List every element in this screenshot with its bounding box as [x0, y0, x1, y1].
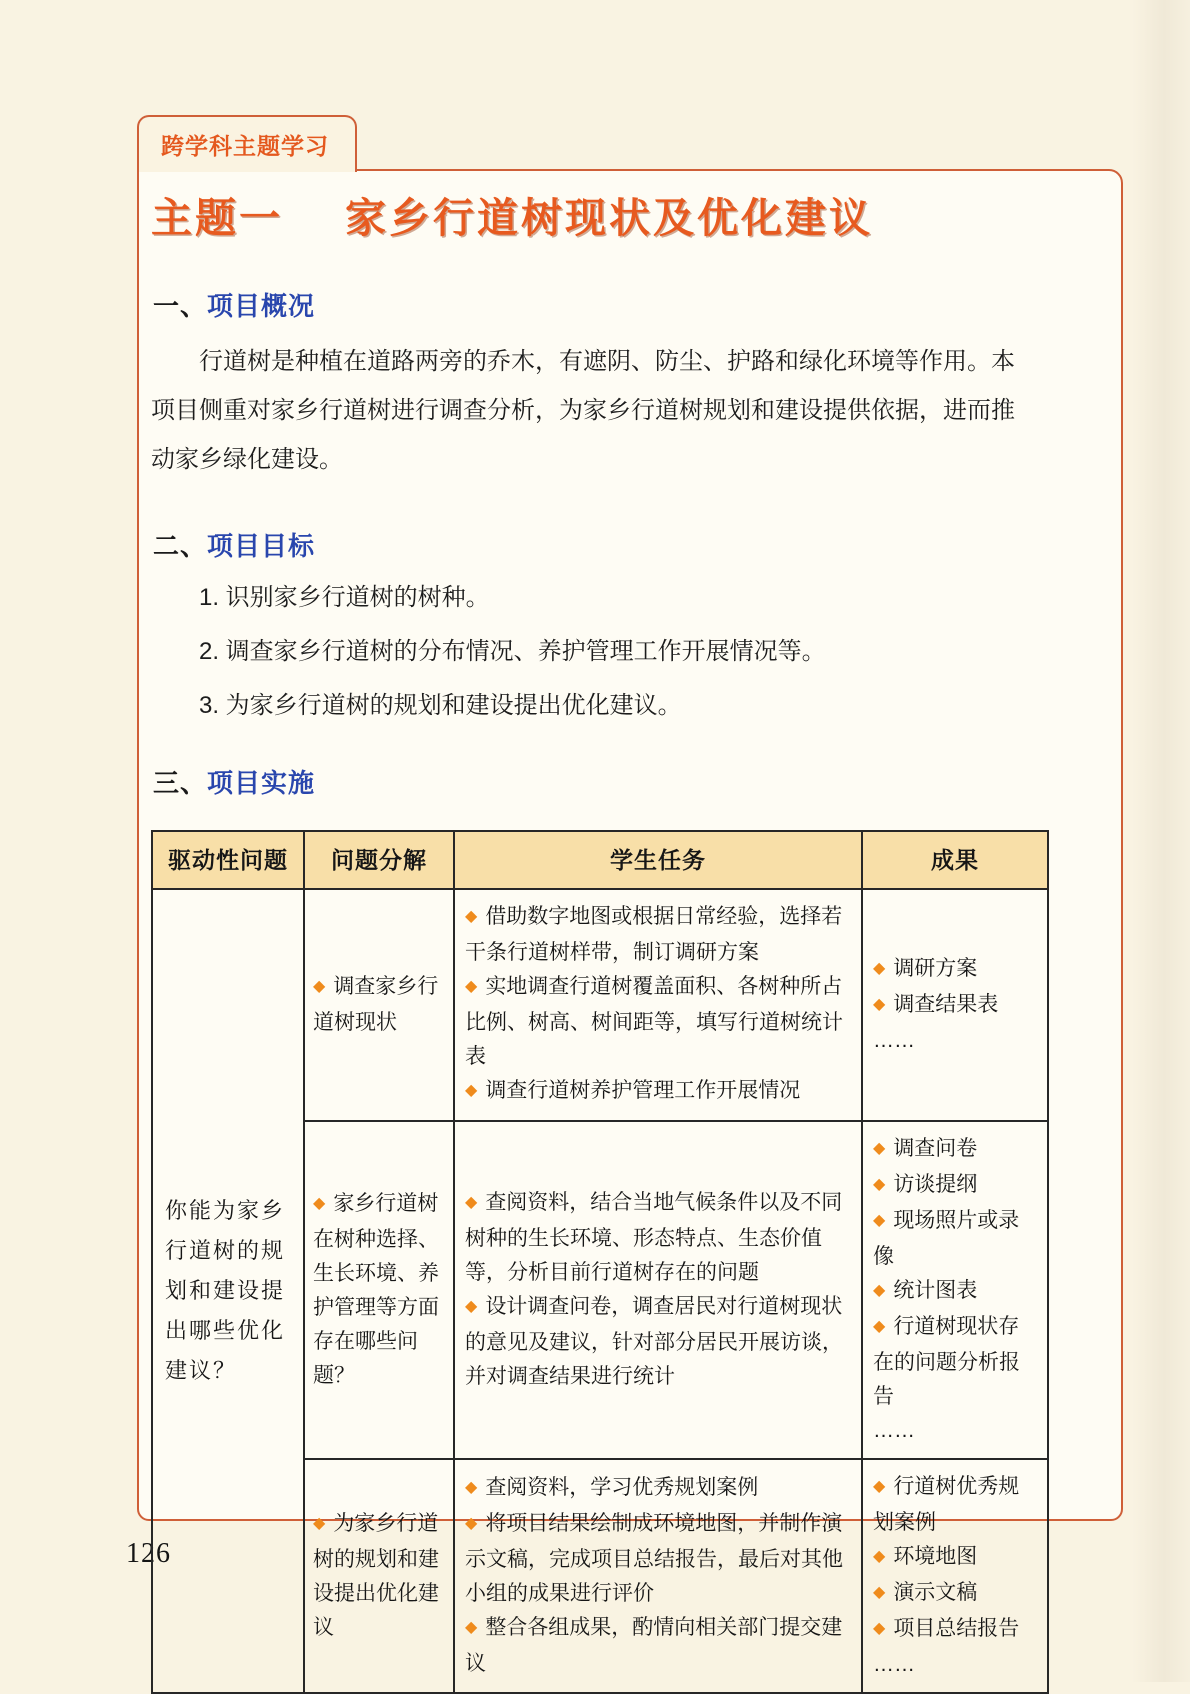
heading-goals-number: 二、 — [153, 531, 208, 561]
task-text: 查阅资料，学习优秀规划案例 — [485, 1476, 759, 1499]
overview-paragraph: 行道树是种植在道路两旁的乔木，有遮阴、防尘、护路和绿化环境等作用。本项目侧重对家乡行道树进行调查分析，为家乡行道树规划和建设提供依据，进而推动家乡绿化建设。 — [151, 348, 1015, 473]
outcomes-cell — [862, 889, 1048, 1121]
breakdown-cell — [304, 1459, 454, 1693]
diamond-bullet-icon: ◆ — [873, 1318, 886, 1335]
col-header-breakdown: 问题分解 — [304, 831, 454, 889]
col-header-driving-question: 驱动性问题 — [152, 831, 304, 889]
page-title — [151, 185, 1111, 244]
driving-question-cell: 你能为家乡行道树的规划和建设提出哪些优化建议？ — [152, 889, 304, 1693]
goal-item: 3. 为家乡行道树的规划和建设提出优化建议。 — [199, 692, 682, 719]
outcome-text: 现场照片或录像 — [873, 1209, 1020, 1268]
outcome-item — [873, 1612, 1037, 1648]
heading-overview — [153, 286, 1111, 323]
diamond-bullet-icon: ◆ — [465, 1194, 478, 1211]
outcome-text: 调研方案 — [893, 957, 978, 980]
task-text: 借助数字地图或根据日常经验，选择若干条行道树样带，制订调研方案 — [465, 905, 843, 964]
task-item — [465, 1611, 851, 1681]
outcome-item — [873, 952, 1037, 988]
diamond-bullet-icon: ◆ — [465, 1479, 478, 1496]
page-number: 126 — [126, 1538, 171, 1569]
outcome-text: 调查结果表 — [893, 993, 999, 1016]
diamond-bullet-icon: ◆ — [465, 908, 478, 925]
heading-implementation-number: 三、 — [153, 768, 208, 798]
task-text: 整合各组成果，酌情向相关部门提交建议 — [465, 1616, 843, 1675]
tasks-cell — [454, 1121, 862, 1459]
diamond-bullet-icon: ◆ — [313, 1195, 326, 1212]
diamond-bullet-icon: ◆ — [873, 996, 886, 1013]
breakdown-item — [313, 1187, 445, 1393]
outcome-item — [873, 1540, 1037, 1576]
diamond-bullet-icon: ◆ — [873, 1548, 886, 1565]
diamond-bullet-icon: ◆ — [873, 1584, 886, 1601]
outcome-item — [873, 1204, 1037, 1274]
tasks-cell — [454, 889, 862, 1121]
outcome-ellipsis: …… — [873, 1653, 915, 1676]
diamond-bullet-icon: ◆ — [465, 978, 478, 995]
outcome-ellipsis: …… — [873, 1419, 915, 1442]
outcome-text: 行道树优秀规划案例 — [873, 1475, 1020, 1534]
page-title-prefix: 主题一 — [151, 195, 283, 241]
breakdown-item — [313, 1507, 445, 1645]
tasks-cell — [454, 1459, 862, 1693]
diamond-bullet-icon: ◆ — [465, 1082, 478, 1099]
task-text: 调查行道树养护管理工作开展情况 — [485, 1079, 801, 1102]
col-header-tasks: 学生任务 — [454, 831, 862, 889]
task-item — [465, 1074, 851, 1110]
diamond-bullet-icon: ◆ — [873, 1620, 886, 1637]
diamond-bullet-icon: ◆ — [873, 1176, 886, 1193]
outcomes-cell — [862, 1459, 1048, 1693]
diamond-bullet-icon: ◆ — [873, 960, 886, 977]
outcome-text: 行道树现状存在的问题分析报告 — [873, 1315, 1020, 1408]
diamond-bullet-icon: ◆ — [873, 1282, 886, 1299]
outcome-item — [873, 988, 1037, 1024]
outcome-text: 调查问卷 — [893, 1137, 978, 1160]
breakdown-text: 调查家乡行道树现状 — [313, 975, 439, 1034]
task-item — [465, 970, 851, 1074]
breakdown-cell — [304, 889, 454, 1121]
diamond-bullet-icon: ◆ — [465, 1515, 478, 1532]
heading-overview-number: 一、 — [153, 291, 208, 321]
task-text: 将项目结果绘制成环境地图，并制作演示文稿，完成项目总结报告，最后对其他小组的成果进行评价 — [465, 1512, 843, 1605]
heading-overview-text: 项目概况 — [207, 291, 316, 321]
task-text: 实地调查行道树覆盖面积、各树种所占比例、树高、树间距等，填写行道树统计表 — [465, 975, 843, 1068]
diamond-bullet-icon: ◆ — [873, 1140, 886, 1157]
goal-item: 1. 识别家乡行道树的树种。 — [199, 584, 490, 611]
heading-goals — [153, 526, 1111, 563]
breakdown-cell — [304, 1121, 454, 1459]
task-item — [465, 1186, 851, 1290]
diamond-bullet-icon: ◆ — [313, 978, 326, 995]
table-row — [152, 889, 1048, 1121]
outcomes-cell — [862, 1121, 1048, 1459]
outcome-item — [873, 1168, 1037, 1204]
diamond-bullet-icon: ◆ — [465, 1298, 478, 1315]
outcome-item — [873, 1310, 1037, 1414]
table-header-row — [152, 831, 1048, 889]
goal-list — [149, 583, 1111, 721]
task-text: 设计调查问卷，调查居民对行道树现状的意见及建议，针对部分居民开展访谈，并对调查结果进行统计 — [465, 1295, 843, 1388]
implementation-table — [151, 830, 1049, 1694]
outcome-text: 演示文稿 — [893, 1581, 978, 1604]
outcome-text: 访谈提纲 — [893, 1173, 978, 1196]
goal-item: 2. 调查家乡行道树的分布情况、养护管理工作开展情况等。 — [199, 638, 826, 665]
diamond-bullet-icon: ◆ — [313, 1515, 326, 1532]
diamond-bullet-icon: ◆ — [465, 1619, 478, 1636]
heading-implementation-text: 项目实施 — [207, 768, 316, 798]
task-item — [465, 1507, 851, 1611]
col-header-outcomes: 成果 — [862, 831, 1048, 889]
diamond-bullet-icon: ◆ — [873, 1212, 886, 1229]
page-title-text: 家乡行道树现状及优化建议 — [345, 195, 873, 241]
task-item — [465, 1290, 851, 1394]
section-tab-label: 跨学科主题学习 — [161, 133, 329, 159]
task-item — [465, 1471, 851, 1507]
heading-goals-text: 项目目标 — [207, 531, 316, 561]
task-text: 查阅资料，结合当地气候条件以及不同树种的生长环境、形态特点、生态价值等，分析目前行道树存在的问题 — [465, 1191, 843, 1284]
outcome-text: 环境地图 — [893, 1545, 978, 1568]
outcome-text: 统计图表 — [893, 1279, 978, 1302]
heading-implementation — [153, 763, 1111, 800]
breakdown-text: 为家乡行道树的规划和建设提出优化建议 — [313, 1512, 439, 1639]
outcome-item — [873, 1132, 1037, 1168]
diamond-bullet-icon: ◆ — [873, 1478, 886, 1495]
breakdown-text: 家乡行道树在树种选择、生长环境、养护管理等方面存在哪些问题？ — [313, 1192, 439, 1387]
outcome-item — [873, 1470, 1037, 1540]
breakdown-item — [313, 970, 445, 1040]
outcome-item — [873, 1274, 1037, 1310]
page-edge-shadow — [1132, 0, 1190, 1682]
outcome-text: 项目总结报告 — [893, 1617, 1020, 1640]
outcome-ellipsis: …… — [873, 1029, 915, 1052]
outcome-item — [873, 1576, 1037, 1612]
task-item — [465, 900, 851, 970]
section-tab — [137, 115, 357, 172]
